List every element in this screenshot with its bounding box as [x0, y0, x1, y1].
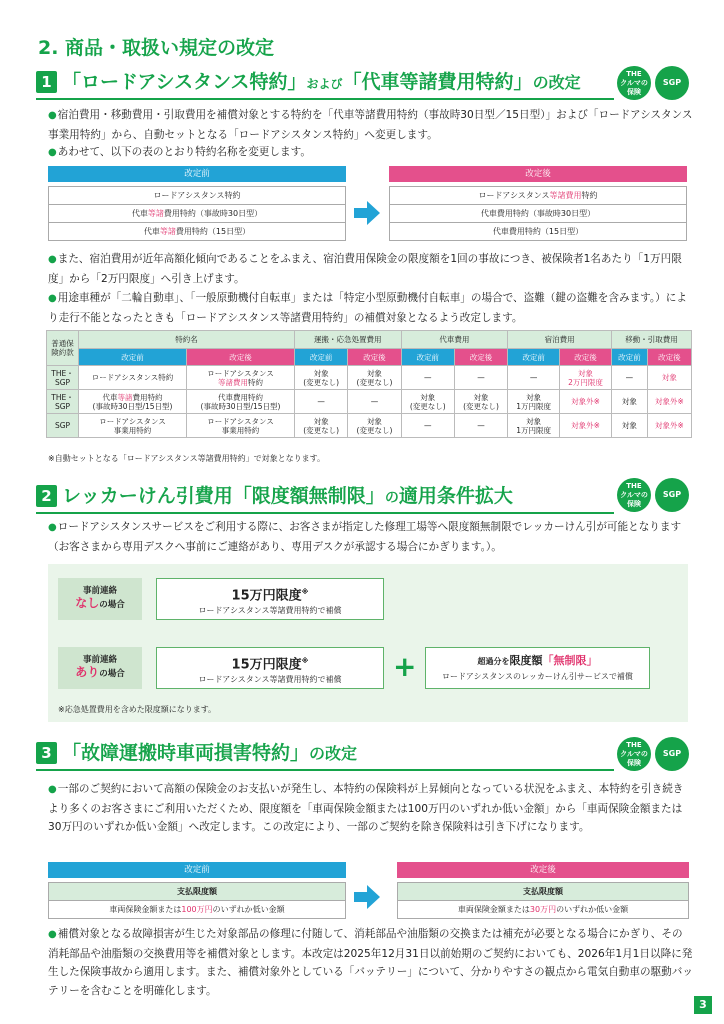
arrow-right-icon: [354, 200, 380, 226]
after-row: ロードアシスタンス等諸費用特約: [390, 187, 687, 205]
after-row: 代車費用特約（15日型）: [390, 223, 687, 241]
sgp-badge: SGP: [655, 737, 689, 771]
before-row: ロードアシスタンス特約: [49, 187, 346, 205]
before-table: [48, 186, 346, 241]
section-number: 1: [36, 71, 57, 93]
after-label: 改定後: [389, 166, 687, 182]
s1-paragraph-4: ●用途車種が「二輪自動車」、「一般原動機付自転車」または「特定小型原動機付自転車」の場合で、盗難（鍵の盗難を含みます。）により走行不能となったときも「ロードアシスタンス等諸費用特約」の補償対象となるよう改定します。: [48, 292, 687, 324]
header-car: 代車費用: [401, 331, 508, 349]
limit-box-no-contact: 15万円限度※ ロードアシスタンス等諸費用特約で補償: [156, 578, 384, 620]
header-after: 改定後: [647, 349, 691, 366]
limit-value: 車両保険金額または100万円のいずれか低い金額: [49, 901, 346, 919]
coverage-table: [46, 330, 692, 438]
header-before: 改定前: [401, 349, 454, 366]
the-badge: THE クルマの 保険: [617, 478, 651, 512]
before-row: 代車等諸費用特約（事故時30日型）: [49, 205, 346, 223]
header-before: 改定前: [295, 349, 348, 366]
table-row: SGP ロードアシスタンス 事業用特約 ロードアシスタンス 事業用特約 対象 (変更なし) 対象 (変更なし) — — 対象 1万円限度 対象外※ 対象 対象外※: [47, 414, 692, 438]
s1-paragraph-2: ●あわせて、以下の表のとおり特約名称を変更します。: [48, 146, 311, 158]
section-title: 「ロードアシスタンス特約」および「代車等諸費用特約」の改定: [62, 71, 581, 93]
table-note: ※自動セットとなる「ロードアシスタンス等諸費用特約」で対象となります。: [48, 454, 326, 463]
table-row: THE・SGP ロードアシスタンス特約 ロードアシスタンス 等諸費用特約 対象 (変更なし) 対象 (変更なし) — — — 対象 2万円限度 — 対象: [47, 366, 692, 390]
section-2-header: [36, 480, 684, 514]
header-stay: 宿泊費用: [508, 331, 612, 349]
header-after: 改定後: [348, 349, 401, 366]
tag-with-contact: 事前連絡 ありの場合: [58, 647, 142, 689]
after-row: 代車費用特約（事故時30日型）: [390, 205, 687, 223]
header-before: 改定前: [508, 349, 560, 366]
after-table: [389, 186, 687, 241]
header-rider-name: 特約名: [79, 331, 295, 349]
the-badge: THE クルマの 保険: [617, 737, 651, 771]
header-tow: 運搬・応急処置費用: [295, 331, 402, 349]
page-title: 2. 商品・取扱い規定の改定: [38, 37, 275, 59]
header-after: 改定後: [454, 349, 507, 366]
the-badge: THE クルマの 保険: [617, 66, 651, 100]
header-before: 改定前: [79, 349, 187, 366]
header-after: 改定後: [560, 349, 612, 366]
header-move: 移動・引取費用: [611, 331, 691, 349]
s1-paragraph-1: ●宿泊費用・移動費用・引取費用を補償対象とする特約を「代車等諸費用特約（事故時30日型／15日型）」および「ロードアシスタンス事業用特約」から、自動セットとなる「ロードアシスタンス特約」へ変更します。: [48, 109, 693, 141]
header-policy: 普通保険約款: [47, 331, 79, 366]
section-title: 「故障運搬時車両損害特約」の改定: [62, 742, 358, 764]
sgp-badge: SGP: [655, 66, 689, 100]
page-number: 3: [694, 996, 712, 1014]
limit-header: 支払限度額: [398, 883, 689, 901]
sgp-badge: SGP: [655, 478, 689, 512]
after-limit-table: [397, 882, 689, 919]
table-row: THE・SGP 代車等諸費用特約 (事故時30日型/15日型) 代車費用特約 (事故時30日型/15日型) — — 対象 (変更なし) 対象 (変更なし) 対象 1万円限度 対象外※ 対象 対象外※: [47, 390, 692, 414]
before-label: 改定前: [48, 166, 346, 182]
after-label: 改定後: [397, 862, 689, 878]
plus-icon: +: [393, 650, 417, 683]
s1-paragraph-3: ●また、宿泊費用が近年高額化傾向であることをふまえ、宿泊費用保険金の限度額を1回の事故につき、被保険者1名あたり「1万円限度」から「2万円限度」へ引き上げます。: [48, 253, 682, 285]
header-after: 改定後: [187, 349, 295, 366]
section-1-header: [36, 66, 684, 100]
tag-no-contact: 事前連絡 なしの場合: [58, 578, 142, 620]
header-before: 改定前: [611, 349, 647, 366]
section-3-header: [36, 737, 684, 771]
s3-paragraph-1: ●一部のご契約において高額の保険金のお支払いが発生し、本特約の保険料が上昇傾向となっている状況をふまえ、本特約を引き続きより多くのお客さまにご利用いただくため、限度額を「車両保険金額または100万円のいずれか低い金額」から「車両保険金額または30万円のいずれか低い金額」へ改定します。この改定により、一部のご契約を除き保険料は引き下げになります。: [48, 783, 684, 833]
section-number: 3: [36, 742, 57, 764]
section-number: 2: [36, 485, 57, 507]
section-title: レッカーけん引費用「限度額無制限」の適用条件拡大: [62, 485, 513, 507]
diagram-note: ※応急処置費用を含めた限度額になります。: [58, 705, 217, 714]
before-row: 代車等諸費用特約（15日型）: [49, 223, 346, 241]
limit-value: 車両保険金額または30万円のいずれか低い金額: [398, 901, 689, 919]
s3-paragraph-2: ●補償対象となる故障損害が生じた対象部品の修理に付随して、消耗部品や油脂類の交換または補充が必要となる場合にかぎり、その消耗部品や油脂類の交換費用等を補償対象とします。本改定は2025年12月31日以前始期のご契約においても、2026年1月1日以降に発生した保険事故から適用します。また、補償対象外としている「バッテリー」について、分かりやすさの観点から電気自動車の駆動バッテリーを含むことを明確化します。: [48, 928, 693, 997]
limit-header: 支払限度額: [49, 883, 346, 901]
limit-box-with-contact: 15万円限度※ ロードアシスタンス等諸費用特約で補償: [156, 647, 384, 689]
before-label: 改定前: [48, 862, 346, 878]
s2-paragraph-1: ●ロードアシスタンスサービスをご利用する際に、お客さまが指定した修理工場等へ限度額無制限でレッカーけん引が可能となります（お客さまから専用デスクへ事前にご連絡があり、専用デスクが承認する場合にかぎります。）。: [48, 521, 682, 553]
arrow-right-icon: [354, 884, 380, 910]
before-limit-table: [48, 882, 346, 919]
unlimited-box: 超過分を限度額「無制限」 ロードアシスタンスのレッカーけん引サービスで補償: [425, 647, 650, 689]
